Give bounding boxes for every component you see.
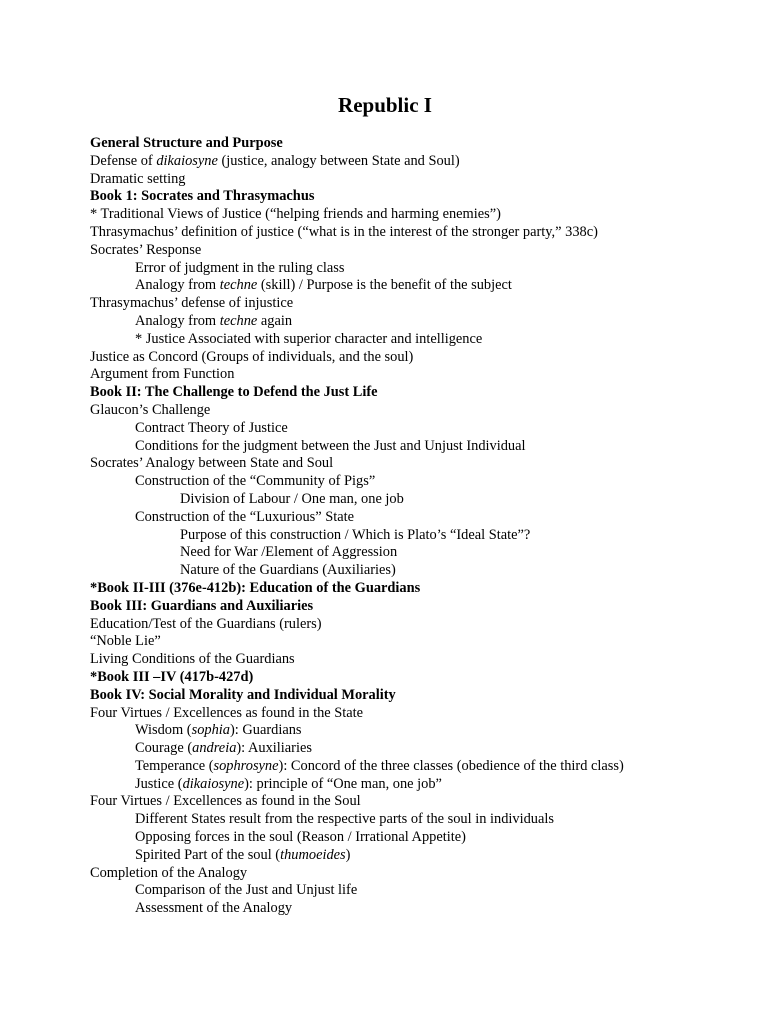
outline-item bbox=[90, 633, 750, 651]
text-run: Error of judgment in the ruling class bbox=[135, 259, 345, 276]
text-run: Justice ( bbox=[135, 775, 183, 792]
outline-subitem bbox=[90, 260, 750, 278]
text-run: General Structure and Purpose bbox=[90, 135, 283, 151]
text-run: Opposing forces in the soul (Reason / Irrational Appetite) bbox=[135, 829, 466, 846]
text-run: Book 1: Socrates and Thrasymachus bbox=[90, 188, 315, 205]
outline-item bbox=[90, 206, 750, 224]
outline-subitem bbox=[90, 562, 750, 580]
text-run: again bbox=[257, 312, 293, 329]
section-heading bbox=[90, 598, 750, 616]
text-run: Division of Labour / One man, one job bbox=[180, 490, 404, 507]
italic-term: dikaiosyne bbox=[156, 152, 218, 169]
outline-item bbox=[90, 865, 750, 883]
outline-subitem bbox=[90, 438, 750, 456]
text-run: Four Virtues / Excellences as found in the State bbox=[90, 704, 364, 721]
outline-subitem bbox=[90, 509, 750, 527]
section-heading bbox=[90, 135, 750, 153]
text-run: *Book III –IV (417b-427d) bbox=[90, 668, 254, 685]
outline-subitem bbox=[90, 882, 750, 900]
text-run: Conditions for the judgment between the Just and Unjust Individual bbox=[135, 437, 526, 454]
text-run: Thrasymachus’ defense of injustice bbox=[90, 295, 294, 312]
italic-term: sophia bbox=[191, 722, 230, 739]
text-run: Completion of the Analogy bbox=[90, 864, 248, 881]
text-run: ): principle of “One man, one job” bbox=[244, 775, 442, 792]
text-run: Need for War /Element of Aggression bbox=[180, 544, 398, 561]
text-run: Analogy from bbox=[135, 312, 220, 329]
text-run: Justice as Concord (Groups of individuals, and the soul) bbox=[90, 348, 414, 365]
text-run: Socrates’ Response bbox=[90, 241, 202, 258]
text-run: Socrates’ Analogy between State and Soul bbox=[90, 455, 334, 472]
text-run: Glaucon’s Challenge bbox=[90, 401, 211, 418]
text-run: Construction of the “Luxurious” State bbox=[135, 508, 355, 525]
italic-term: techne bbox=[219, 277, 258, 294]
outline-subitem bbox=[90, 811, 750, 829]
outline-item bbox=[90, 651, 750, 669]
italic-term: dikaiosyne bbox=[182, 775, 245, 792]
text-run: * Justice Associated with superior character and intelligence bbox=[135, 330, 483, 347]
text-run: Nature of the Guardians (Auxiliaries) bbox=[180, 562, 396, 579]
text-run: (justice, analogy between State and Soul) bbox=[217, 152, 460, 169]
outline bbox=[90, 135, 750, 918]
text-run: Defense of bbox=[90, 152, 157, 169]
text-run: (skill) / Purpose is the benefit of the subject bbox=[257, 277, 512, 294]
outline-item bbox=[90, 793, 750, 811]
section-heading bbox=[90, 188, 750, 206]
text-run: ): Auxiliaries bbox=[236, 740, 312, 757]
outline-item bbox=[90, 349, 750, 367]
italic-term: thumoeides bbox=[280, 846, 346, 863]
italic-term: sophrosyne bbox=[213, 757, 279, 774]
text-run: Book II: The Challenge to Defend the Just Life bbox=[90, 384, 378, 401]
text-run: Thrasymachus’ definition of justice (“what is in the interest of the stronger party,” 338c) bbox=[90, 223, 598, 240]
outline-subitem bbox=[90, 331, 750, 349]
text-run: Wisdom ( bbox=[135, 722, 192, 739]
section-heading bbox=[90, 384, 750, 402]
text-run: Book III: Guardians and Auxiliaries bbox=[90, 597, 314, 614]
outline-subitem bbox=[90, 277, 750, 295]
section-heading bbox=[90, 669, 750, 687]
outline-subitem bbox=[90, 491, 750, 509]
text-run: Four Virtues / Excellences as found in the Soul bbox=[90, 793, 361, 810]
text-run: Analogy from bbox=[135, 277, 220, 294]
outline-item bbox=[90, 366, 750, 384]
outline-subitem bbox=[90, 722, 750, 740]
outline-subitem bbox=[90, 829, 750, 847]
text-run: Different States result from the respective parts of the soul in individuals bbox=[135, 811, 554, 828]
outline-subitem bbox=[90, 473, 750, 491]
section-heading bbox=[90, 580, 750, 598]
text-run: Book IV: Social Morality and Individual Morality bbox=[90, 686, 396, 703]
text-run: ) bbox=[345, 846, 351, 863]
outline-subitem bbox=[90, 847, 750, 865]
text-run: Argument from Function bbox=[90, 366, 235, 383]
text-run: ): Concord of the three classes (obedience of the third class) bbox=[278, 757, 624, 774]
outline-item bbox=[90, 455, 750, 473]
outline-subitem bbox=[90, 527, 750, 545]
outline-subitem bbox=[90, 758, 750, 776]
text-run: Courage ( bbox=[135, 740, 193, 757]
text-run: Comparison of the Just and Unjust life bbox=[135, 882, 358, 899]
outline-subitem bbox=[90, 420, 750, 438]
outline-item bbox=[90, 402, 750, 420]
text-run: *Book II-III (376e-412b): Education of the Guardians bbox=[90, 579, 421, 596]
text-run: Education/Test of the Guardians (rulers) bbox=[90, 615, 322, 632]
outline-item bbox=[90, 242, 750, 260]
text-run: “Noble Lie” bbox=[90, 633, 161, 650]
text-run: Temperance ( bbox=[135, 757, 214, 774]
outline-item bbox=[90, 705, 750, 723]
outline-subitem bbox=[90, 313, 750, 331]
outline-item bbox=[90, 171, 750, 189]
text-run: Dramatic setting bbox=[90, 170, 186, 187]
text-run: Construction of the “Community of Pigs” bbox=[135, 473, 376, 490]
text-run: ): Guardians bbox=[229, 722, 302, 739]
text-run: Contract Theory of Justice bbox=[135, 419, 288, 436]
outline-subitem bbox=[90, 776, 750, 794]
section-heading bbox=[90, 687, 750, 705]
outline-item bbox=[90, 153, 750, 171]
text-run: Living Conditions of the Guardians bbox=[90, 651, 295, 668]
text-run: Assessment of the Analogy bbox=[135, 900, 293, 917]
page-title: Republic I bbox=[338, 93, 432, 117]
italic-term: techne bbox=[219, 312, 258, 329]
outline-item bbox=[90, 224, 750, 242]
italic-term: andreia bbox=[192, 740, 237, 757]
outline-item bbox=[90, 616, 750, 634]
text-run: Spirited Part of the soul ( bbox=[135, 846, 281, 863]
outline-subitem bbox=[90, 544, 750, 562]
text-run: Purpose of this construction / Which is Plato’s “Ideal State”? bbox=[180, 526, 531, 543]
outline-item bbox=[90, 295, 750, 313]
text-run: * Traditional Views of Justice (“helping friends and harming enemies”) bbox=[90, 206, 501, 223]
outline-subitem bbox=[90, 740, 750, 758]
outline-subitem bbox=[90, 900, 750, 918]
